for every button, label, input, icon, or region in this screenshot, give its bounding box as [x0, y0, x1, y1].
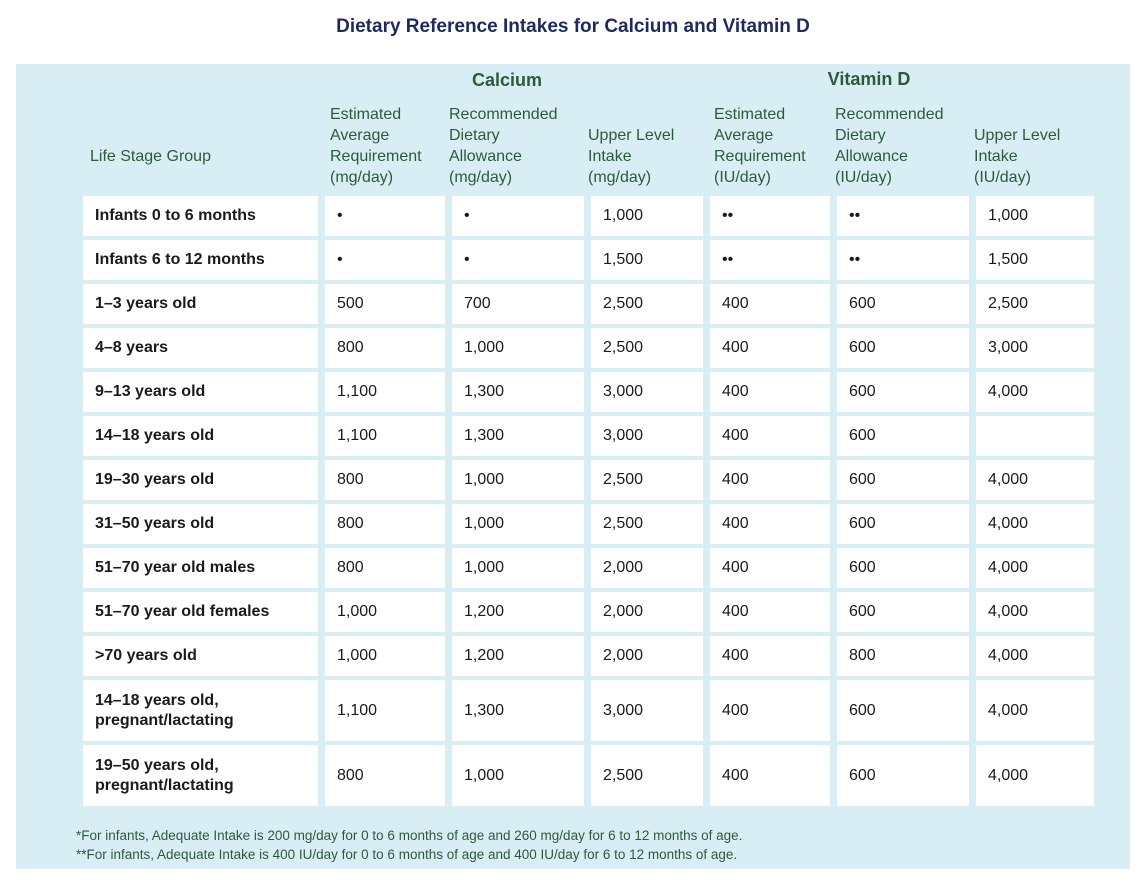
vitamin-d-rda-cell: 600 — [837, 592, 969, 632]
vitamin-d-rda-cell: 600 — [837, 460, 969, 500]
header-vitamin-d-rda — [835, 104, 944, 188]
vitamin-d-ear-cell: 400 — [710, 636, 830, 676]
vitamin-d-rda-cell: 600 — [837, 372, 969, 412]
table-panel — [16, 64, 1130, 869]
vitamin-d-ear-cell: 400 — [710, 416, 830, 456]
vitamin-d-ear-cell: 400 — [710, 745, 830, 806]
header-calcium-ul — [588, 125, 674, 188]
header-vitamin-d-ear — [714, 104, 806, 188]
calcium-ear-cell: 1,000 — [325, 636, 445, 676]
vitamin-d-ul-cell: 4,000 — [976, 504, 1094, 544]
page-title: Dietary Reference Intakes for Calcium and Vitamin D — [336, 16, 810, 37]
vitamin-d-rda-cell: •• — [837, 240, 969, 280]
life-stage-cell: 31–50 years old — [83, 504, 318, 544]
vitamin-d-rda-cell: 600 — [837, 548, 969, 588]
vitamin-d-ul-cell: 4,000 — [976, 745, 1094, 806]
calcium-rda-cell: 1,000 — [452, 328, 584, 368]
calcium-ear-cell: • — [325, 196, 445, 236]
table-row — [83, 196, 1094, 236]
vitamin-d-ul-cell: 2,500 — [976, 284, 1094, 324]
calcium-ul-cell: 2,500 — [591, 745, 703, 806]
vitamin-d-ear-cell: 400 — [710, 592, 830, 632]
table-row — [83, 504, 1094, 544]
header-line: Average — [330, 127, 390, 144]
header-line: Intake — [974, 148, 1018, 165]
life-stage-cell: >70 years old — [83, 636, 318, 676]
table-row — [83, 548, 1094, 588]
table-row — [83, 284, 1094, 324]
header-line: Estimated — [330, 106, 402, 123]
vitamin-d-rda-cell: 600 — [837, 680, 969, 741]
vitamin-d-rda-cell: 600 — [837, 284, 969, 324]
table-row — [83, 592, 1094, 632]
life-stage-cell: Infants 0 to 6 months — [83, 196, 318, 236]
calcium-rda-cell: 1,000 — [452, 548, 584, 588]
vitamin-d-rda-cell: 600 — [837, 328, 969, 368]
vitamin-d-ear-cell: 400 — [710, 680, 830, 741]
calcium-ul-cell: 3,000 — [591, 416, 703, 456]
calcium-rda-cell: 1,000 — [452, 504, 584, 544]
header-vitamin-d-ul — [974, 125, 1060, 188]
header-calcium-ear — [330, 104, 422, 188]
vitamin-d-ul-cell: 4,000 — [976, 548, 1094, 588]
table-row — [83, 328, 1094, 368]
calcium-rda-cell: • — [452, 240, 584, 280]
table-row — [83, 240, 1094, 280]
vitamin-d-ul-cell: 3,000 — [976, 328, 1094, 368]
calcium-rda-cell: 1,000 — [452, 745, 584, 806]
header-line: Upper Level — [974, 127, 1061, 144]
calcium-ear-cell: 500 — [325, 284, 445, 324]
header-line: (mg/day) — [330, 169, 394, 186]
vitamin-d-rda-cell: •• — [837, 196, 969, 236]
vitamin-d-ear-cell: 400 — [710, 460, 830, 500]
life-stage-cell: 1–3 years old — [83, 284, 318, 324]
calcium-group-header: Calcium — [471, 70, 543, 90]
calcium-rda-cell: 1,300 — [452, 680, 584, 741]
vitamin-d-ear-cell: 400 — [710, 504, 830, 544]
footnote-calcium: *For infants, Adequate Intake is 200 mg/day for 0 to 6 months of age and 260 mg/day for 6 to 12 months of age. — [76, 828, 743, 843]
calcium-ul-cell: 2,000 — [591, 636, 703, 676]
calcium-ear-cell: 800 — [325, 328, 445, 368]
header-line: Dietary — [835, 127, 886, 144]
header-line: (IU/day) — [714, 169, 771, 186]
header-line: Recommended — [449, 106, 558, 123]
vitamin-d-rda-cell: 600 — [837, 745, 969, 806]
vitamin-d-ear-cell: 400 — [710, 372, 830, 412]
life-stage-cell: 19–30 years old — [83, 460, 318, 500]
life-stage-cell: 51–70 year old males — [83, 548, 318, 588]
header-line: Upper Level — [588, 127, 675, 144]
header-line: Requirement — [330, 148, 422, 165]
header-line: Allowance — [449, 148, 522, 165]
vitamin-d-ul-cell: 4,000 — [976, 460, 1094, 500]
table-row — [83, 680, 1094, 741]
footnote-vitamin-d: **For infants, Adequate Intake is 400 IU/day for 0 to 6 months of age and 400 IU/day for 6 to 12 months of age. — [76, 847, 738, 862]
calcium-ear-cell: 800 — [325, 548, 445, 588]
calcium-ear-cell: • — [325, 240, 445, 280]
vitamin-d-ul-cell: 4,000 — [976, 372, 1094, 412]
header-line: (mg/day) — [588, 169, 652, 186]
calcium-ul-cell: 2,000 — [591, 548, 703, 588]
calcium-rda-cell: 700 — [452, 284, 584, 324]
vitamin-d-ear-cell: •• — [710, 240, 830, 280]
life-stage-cell: 9–13 years old — [83, 372, 318, 412]
vitamin-d-rda-cell: 600 — [837, 416, 969, 456]
vitamin-d-ear-cell: 400 — [710, 548, 830, 588]
calcium-ul-cell: 2,500 — [591, 504, 703, 544]
header-line: Life Stage Group — [90, 148, 211, 165]
vitamin-d-ul-cell — [976, 416, 1094, 456]
header-line: (IU/day) — [974, 169, 1031, 186]
vitamin-d-ul-cell: 1,000 — [976, 196, 1094, 236]
calcium-ul-cell: 1,000 — [591, 196, 703, 236]
header-calcium-rda — [449, 104, 558, 188]
life-stage-cell: 51–70 year old females — [83, 592, 318, 632]
vitamin-d-ul-cell: 4,000 — [976, 680, 1094, 741]
calcium-ear-cell: 1,100 — [325, 680, 445, 741]
header-line: Estimated — [714, 106, 786, 123]
table-row — [83, 460, 1094, 500]
calcium-ul-cell: 2,000 — [591, 592, 703, 632]
vitamin-d-rda-cell: 800 — [837, 636, 969, 676]
header-line: Requirement — [714, 148, 806, 165]
calcium-ul-cell: 3,000 — [591, 680, 703, 741]
calcium-ul-cell: 2,500 — [591, 460, 703, 500]
dri-table — [76, 192, 1101, 810]
calcium-rda-cell: 1,200 — [452, 592, 584, 632]
vitamin-d-rda-cell: 600 — [837, 504, 969, 544]
header-life-stage — [90, 146, 211, 167]
calcium-ul-cell: 1,500 — [591, 240, 703, 280]
table-row — [83, 636, 1094, 676]
calcium-ul-cell: 2,500 — [591, 284, 703, 324]
calcium-ul-cell: 2,500 — [591, 328, 703, 368]
calcium-ear-cell: 1,100 — [325, 372, 445, 412]
life-stage-cell: 14–18 years old, pregnant/lactating — [83, 680, 318, 741]
vitamin-d-ear-cell: 400 — [710, 328, 830, 368]
vitamin-d-ul-cell: 1,500 — [976, 240, 1094, 280]
calcium-rda-cell: • — [452, 196, 584, 236]
vitamin-d-group-header: Vitamin D — [827, 69, 911, 89]
footnotes — [76, 826, 742, 864]
life-stage-cell: 14–18 years old — [83, 416, 318, 456]
header-line: Recommended — [835, 106, 944, 123]
vitamin-d-ear-cell: •• — [710, 196, 830, 236]
header-line: Allowance — [835, 148, 908, 165]
vitamin-d-ear-cell: 400 — [710, 284, 830, 324]
header-line: Intake — [588, 148, 632, 165]
vitamin-d-ul-cell: 4,000 — [976, 636, 1094, 676]
calcium-ul-cell: 3,000 — [591, 372, 703, 412]
table-row — [83, 416, 1094, 456]
vitamin-d-ul-cell: 4,000 — [976, 592, 1094, 632]
calcium-ear-cell: 1,000 — [325, 592, 445, 632]
calcium-ear-cell: 800 — [325, 460, 445, 500]
table-row — [83, 372, 1094, 412]
calcium-ear-cell: 800 — [325, 504, 445, 544]
life-stage-cell: 4–8 years — [83, 328, 318, 368]
header-line: Dietary — [449, 127, 500, 144]
calcium-ear-cell: 1,100 — [325, 416, 445, 456]
header-line: (mg/day) — [449, 169, 513, 186]
table-row — [83, 745, 1094, 806]
calcium-rda-cell: 1,000 — [452, 460, 584, 500]
header-line: Average — [714, 127, 774, 144]
header-line: (IU/day) — [835, 169, 892, 186]
calcium-rda-cell: 1,300 — [452, 372, 584, 412]
life-stage-cell: Infants 6 to 12 months — [83, 240, 318, 280]
calcium-rda-cell: 1,300 — [452, 416, 584, 456]
life-stage-cell: 19–50 years old, pregnant/lactating — [83, 745, 318, 806]
calcium-ear-cell: 800 — [325, 745, 445, 806]
calcium-rda-cell: 1,200 — [452, 636, 584, 676]
